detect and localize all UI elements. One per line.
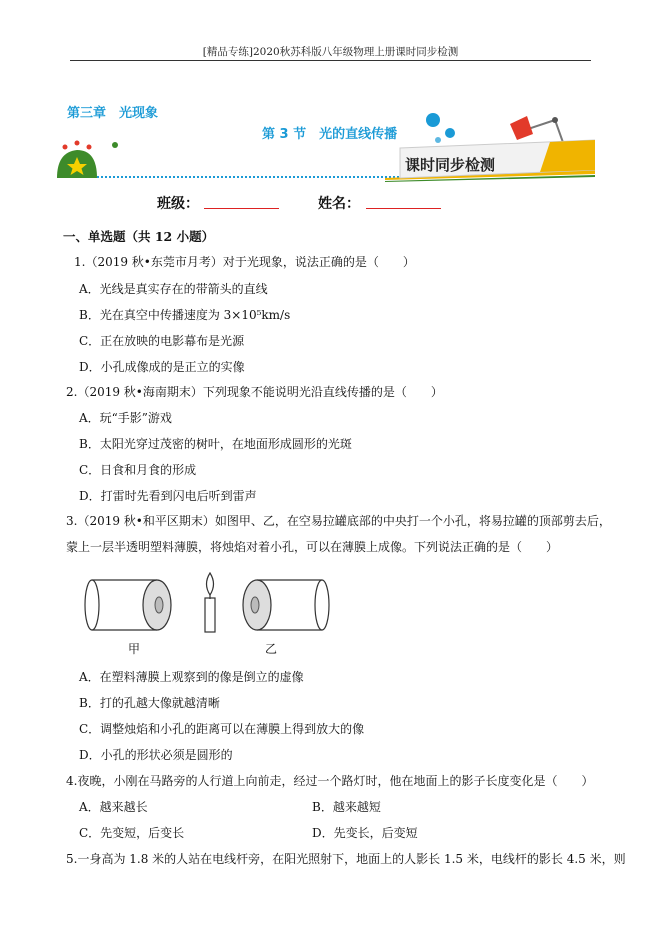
page-header: [精品专练]2020秋苏科版八年级物理上册课时同步检测 xyxy=(202,46,459,58)
class-label: 班级： xyxy=(157,196,199,212)
option-a[interactable]: A．在塑料薄膜上观察到的像是倒立的虚像 xyxy=(79,670,304,684)
banner-label: 课时同步检测 xyxy=(405,156,496,174)
section-title: 第 3 节 光的直线传播 xyxy=(262,127,398,142)
option-d[interactable]: D．小孔的形状必须是圆形的 xyxy=(79,748,233,762)
can-jia-figure xyxy=(85,580,171,630)
option-d[interactable]: D．小孔成像成的是正立的实像 xyxy=(79,360,245,374)
decor-dot xyxy=(435,137,441,143)
decor-dot xyxy=(445,128,455,138)
option-d[interactable]: D．先变长，后变短 xyxy=(312,826,418,840)
star-badge-icon xyxy=(57,141,97,179)
option-a[interactable]: A．玩“手影”游戏 xyxy=(79,411,172,425)
option-d[interactable]: D．打雷时先看到闪电后听到雷声 xyxy=(79,489,257,503)
figure-label-jia: 甲 xyxy=(128,642,141,656)
class-field[interactable] xyxy=(204,208,279,209)
question-stem: 3.（2019 秋•和平区期末）如图甲、乙，在空易拉罐底部的中央打一个小孔，将易拉罐的顶部剪去后， xyxy=(66,514,611,528)
option-a[interactable]: A．光线是真实存在的带箭头的直线 xyxy=(79,282,268,296)
decor-dot xyxy=(112,142,118,148)
question-stem: 4.夜晚，小刚在马路旁的人行道上向前走，经过一个路灯时，他在地面上的影子长度变化是（ ） xyxy=(66,774,594,788)
name-label: 姓名： xyxy=(318,196,360,212)
question-stem: 2.（2019 秋•海南期末）下列现象不能说明光沿直线传播的是（ ） xyxy=(66,385,443,399)
header-rule xyxy=(70,60,591,61)
name-field[interactable] xyxy=(366,208,441,209)
option-b[interactable]: B．光在真空中传播速度为 3×10⁵km/s xyxy=(79,308,291,322)
can-yi-figure xyxy=(243,580,329,630)
question-stem-continued: 蒙上一层半透明塑料薄膜，将烛焰对着小孔，可以在薄膜上成像。下列说法正确的是（ ） xyxy=(66,540,559,554)
option-c[interactable]: C．日食和月食的形成 xyxy=(79,463,197,477)
decor-dot xyxy=(426,113,440,127)
figure-label-yi: 乙 xyxy=(265,642,278,656)
option-b[interactable]: B．越来越短 xyxy=(312,800,381,814)
option-c[interactable]: C．调整烛焰和小孔的距离可以在薄膜上得到放大的像 xyxy=(79,722,365,736)
question-stem: 5.一身高为 1.8 米的人站在电线杆旁，在阳光照射下，地面上的人影长 1.5 米，电线杆的影长 4.5 米，则 xyxy=(66,852,626,866)
chapter-title: 第三章 光现象 xyxy=(67,106,159,121)
section-heading: 一、单选题（共 12 小题） xyxy=(63,229,215,244)
option-b[interactable]: B．太阳光穿过茂密的树叶，在地面形成圆形的光斑 xyxy=(79,437,352,451)
question-stem: 1.（2019 秋•东莞市月考）对于光现象，说法正确的是（ ） xyxy=(74,255,415,269)
option-c[interactable]: C．正在放映的电影幕布是光源 xyxy=(79,334,245,348)
option-b[interactable]: B．打的孔越大像就越清晰 xyxy=(79,696,220,710)
pinhole-camera-figure xyxy=(82,568,342,642)
option-c[interactable]: C．先变短，后变长 xyxy=(79,826,185,840)
option-a[interactable]: A．越来越长 xyxy=(79,800,148,814)
candle-icon xyxy=(205,573,215,632)
